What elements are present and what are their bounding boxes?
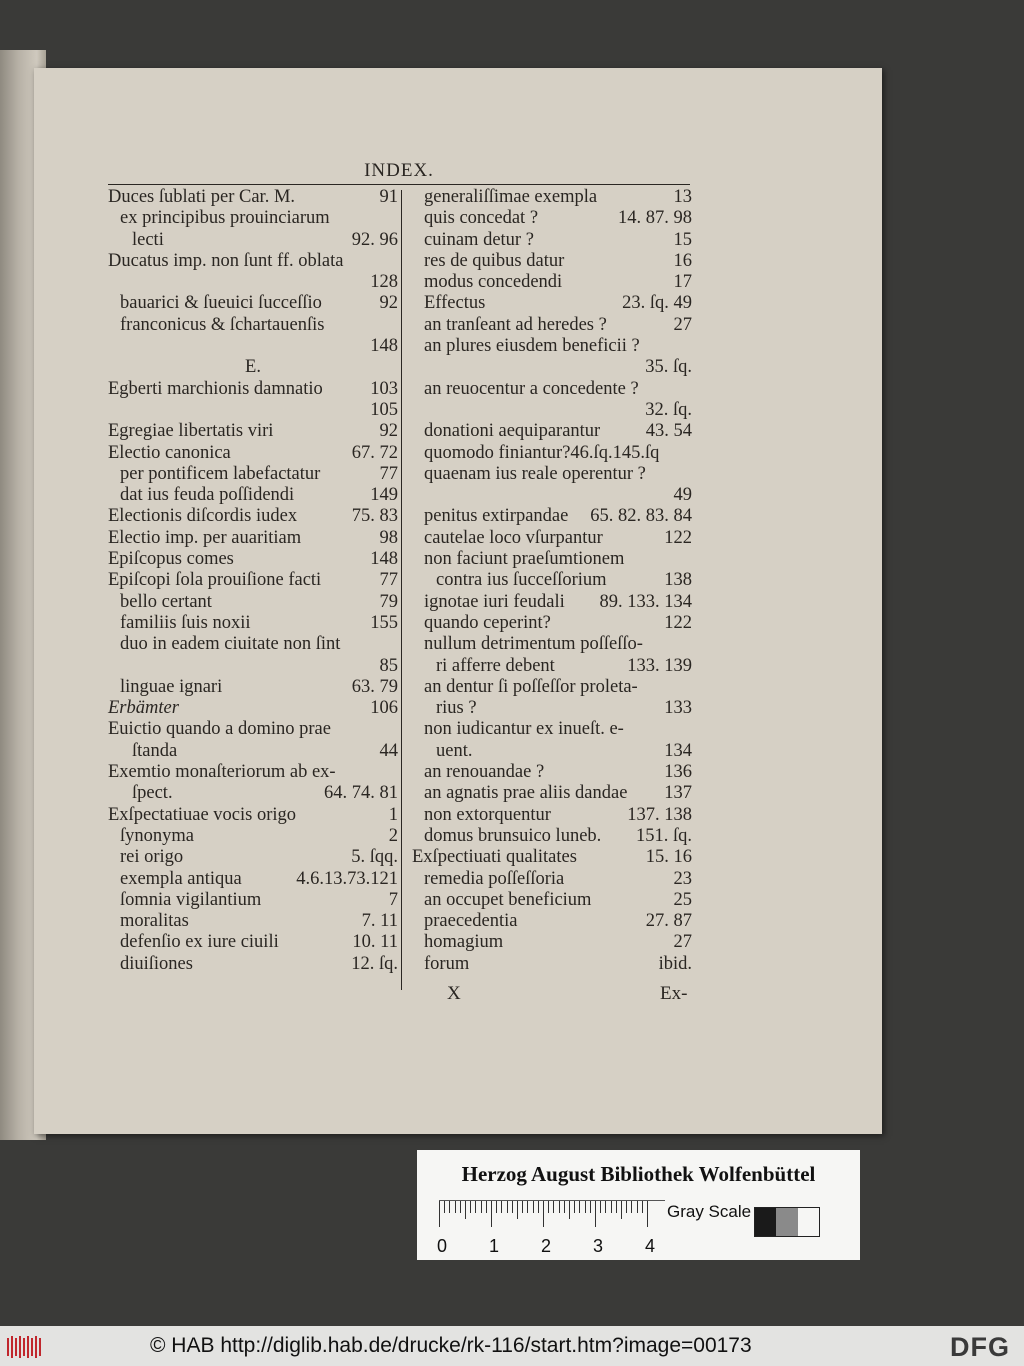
index-entry [412,592,692,613]
entry-page-number: 77 [379,463,398,484]
entry-term: bauarici & ſueuici ſucceſſio [120,293,322,314]
gray-swatch [798,1208,819,1236]
entry-page-number: 23 [673,868,692,889]
index-entry [108,293,398,314]
ruler-tick [548,1201,549,1213]
entry-term: Epiſcopi ſola prouiſione facti [108,570,322,591]
ruler-tick [590,1201,591,1213]
entry-term: quis concedat ? [424,208,539,229]
ruler-tick [522,1201,523,1213]
index-entry [412,911,692,932]
entry-page-number: 92 [379,293,398,314]
ruler-tick [595,1201,596,1227]
entry-term: quomodo finiantur?46.ſq.145.ſq [424,442,660,463]
index-entry [108,336,398,357]
ruler-tick [517,1201,518,1219]
ruler-tick [455,1201,456,1213]
entry-page-number: 12. ſq. [351,953,398,974]
entry-term: Exſpectatiuae vocis origo [108,804,297,825]
index-entry [108,421,398,442]
ruler-tick [460,1201,461,1213]
ruler-tick [579,1201,580,1213]
entry-term: Effectus [424,293,486,314]
index-entry [412,208,692,229]
index-entry [412,400,692,421]
ruler-tick [553,1201,554,1213]
entry-term: Exemtio monaſteriorum ab ex- [108,762,336,783]
index-entry [412,698,692,719]
entry-page-number: 32. ſq. [645,399,692,420]
entry-term: bello certant [120,591,212,612]
index-entry [412,634,692,655]
index-entry [412,357,692,378]
entry-page-number: 5. ſqq. [351,847,398,868]
entry-term: Erbämter [108,698,179,719]
index-entry [108,826,398,847]
entry-page-number: 2 [388,825,398,846]
ruler-tick [585,1201,586,1213]
entry-page-number: 14. 87. 98 [618,208,692,229]
entry-page-number: 16 [673,250,692,271]
ruler-tick [538,1201,539,1213]
index-entry [108,379,398,400]
entry-term: forum [424,953,470,974]
index-entry [412,719,692,740]
entry-term: remedia poſſeſſoria [424,868,565,889]
index-column-right [412,187,692,975]
index-entry [412,187,692,208]
index-entry [412,783,692,804]
index-entry [108,506,398,527]
entry-term: Egregiae libertatis viri [108,421,274,442]
library-name: Herzog August Bibliothek Wolfenbüttel [461,1162,816,1186]
catchword: Ex- [660,983,688,1004]
footer-bar [0,1326,1024,1366]
index-entry [412,805,692,826]
ruler-tick [631,1201,632,1213]
ruler-tick [439,1201,440,1227]
entry-page-number: 105 [370,399,398,420]
entry-term: ri afferre debent [436,655,555,676]
entry-term: contra ius ſucceſſorium [436,570,607,591]
index-entry [108,911,398,932]
index-entry [108,187,398,208]
entry-page-number: 133 [664,698,692,719]
ruler-tick [642,1201,643,1213]
index-entry [108,251,398,272]
ruler-tick [621,1201,622,1219]
header-rule [108,184,690,185]
entry-term: Epiſcopus comes [108,549,234,570]
ruler-tick [444,1201,445,1213]
entry-term: moralitas [120,911,189,932]
entry-page-number: 134 [664,740,692,761]
entry-page-number: 103 [370,378,398,399]
entry-term: an reuocentur a concedente ? [424,378,639,399]
ruler-tick [611,1201,612,1213]
entry-page-number: 128 [370,272,398,293]
entry-term: generaliſſimae exempla [424,187,598,207]
index-entry [108,549,398,570]
index-entry [412,251,692,272]
entry-term: non faciunt praeſumtionem [424,549,625,570]
index-entry [108,570,398,591]
entry-term: uent. [436,740,473,761]
entry-page-number: 7. 11 [361,911,398,932]
ruler-tick [559,1201,560,1213]
ruler-tick [533,1201,534,1213]
index-entry [412,549,692,570]
gray-scale-swatches [754,1207,820,1237]
index-entry [108,741,398,762]
index-entry [412,847,692,868]
index-entry [412,656,692,677]
index-entry [412,464,692,485]
entry-term: quaenam ius reale operentur ? [424,463,646,484]
ruler-tick [470,1201,471,1213]
entry-term: an tranſeant ad heredes ? [424,314,607,335]
index-entry [412,826,692,847]
index-entry [412,315,692,336]
index-entry [108,932,398,953]
ruler-tick [486,1201,487,1213]
entry-page-number: 15. 16 [645,847,692,868]
entry-term: ſomnia vigilantium [120,889,262,910]
index-entry [108,485,398,506]
entry-page-number: 10. 11 [352,932,398,953]
entry-term: donationi aequiparantur [424,421,601,442]
index-entry [108,698,398,719]
index-entry [108,954,398,975]
entry-term: modus concedendi [424,272,563,293]
entry-term: linguae ignari [120,676,223,697]
ruler-tick [507,1201,508,1213]
entry-page-number: 4.6.13.73.121 [296,868,398,889]
index-entry [412,954,692,975]
ruler-tick [569,1201,570,1219]
index-entry [412,336,692,357]
entry-term: ex principibus prouinciarum [120,208,330,229]
entry-page-number: 17 [673,272,692,293]
entry-page-number: 75. 83 [351,506,398,527]
entry-term: cuinam detur ? [424,229,534,250]
entry-page-number: 149 [370,485,398,506]
scale-ruler [439,1200,665,1229]
scale-digit-4: 4 [645,1236,656,1256]
scale-digit-3: 3 [593,1236,604,1256]
scale-digit-1: 1 [489,1236,500,1256]
entry-page-number: 65. 82. 83. 84 [590,506,692,527]
entry-page-number: 63. 79 [351,676,398,697]
entry-page-number: 98 [379,527,398,548]
index-entry [412,485,692,506]
entry-page-number: 15 [673,229,692,250]
entry-term: ſynonyma [120,825,194,846]
index-entry [412,443,692,464]
entry-page-number: 13 [673,187,692,207]
entry-page-number: 25 [673,889,692,910]
entry-page-number: 49 [673,485,692,506]
index-entry [108,400,398,421]
ruler-tick [637,1201,638,1213]
entry-term: Egberti marchionis damnatio [108,378,323,399]
entry-page-number: 35. ſq. [645,357,692,378]
entry-term: quando ceperint? [424,612,551,633]
ruler-tick [449,1201,450,1213]
index-entry [412,528,692,549]
entry-page-number: 137 [664,783,692,804]
index-entry [108,890,398,911]
entry-term: domus brunsuico luneb. [424,825,602,846]
entry-page-number: 151. ſq. [635,825,692,846]
index-entry [412,762,692,783]
entry-term: cautelae loco vſurpantur [424,527,603,548]
index-entry [108,315,398,336]
entry-page-number: 27. 87 [645,911,692,932]
ruler-tick [465,1201,466,1219]
entry-term: duo in eadem ciuitate non ſint [120,634,341,655]
entry-page-number: 92 [379,421,398,442]
ruler-tick [600,1201,601,1213]
entry-page-number: 155 [370,612,398,633]
entry-page-number: 92. 96 [351,229,398,250]
entry-term: an plures eiusdem beneficii ? [424,336,640,357]
index-entry [108,272,398,293]
entry-page-number: 85 [379,655,398,676]
entry-term: dat ius feuda poſſidendi [120,485,295,506]
ruler-tick [496,1201,497,1213]
ruler-tick [543,1201,544,1227]
entry-page-number: 91 [379,187,398,207]
page-title: INDEX. [364,160,434,181]
entry-term: non extorquentur [424,804,551,825]
index-entry [108,634,398,655]
ruler-tick [527,1201,528,1213]
index-entry [108,805,398,826]
index-entry [412,890,692,911]
ruler-tick [574,1201,575,1213]
entry-term: an renouandae ? [424,762,545,783]
entry-page-number: 1 [388,804,398,825]
entry-term: franconicus & ſchartauenſis [120,314,325,335]
ruler-tick [605,1201,606,1213]
index-entry [108,208,398,229]
scale-digit-0: 0 [437,1236,448,1256]
entry-term: an dentur ſi poſſeſſor proleta- [424,676,638,697]
index-entry [108,528,398,549]
entry-term: rius ? [436,698,477,719]
entry-term: per pontificem labefactatur [120,463,321,484]
hab-logo-icon [6,1334,44,1360]
entry-term: homagium [424,932,504,953]
dfg-logo: DFG [950,1332,1010,1362]
index-entry [108,847,398,868]
index-entry [412,741,692,762]
index-entry [108,230,398,251]
index-entry [412,421,692,442]
entry-page-number: 79 [379,591,398,612]
index-entry [412,869,692,890]
index-entry [108,592,398,613]
index-entry [108,762,398,783]
entry-term: an agnatis prae aliis dandae [424,783,628,804]
entry-term: Duces ſublati per Car. M. [108,187,296,207]
entry-page-number: 138 [664,570,692,591]
entry-page-number: 89. 133. 134 [599,591,692,612]
entry-page-number: 122 [664,612,692,633]
index-entry [412,379,692,400]
entry-term: Electionis diſcordis iudex [108,506,298,527]
entry-term: non iudicantur ex inueſt. e- [424,719,624,740]
index-entry [108,783,398,804]
entry-term: Euictio quando a domino prae [108,719,331,740]
entry-term: nullum detrimentum poſſeſſo- [424,634,643,655]
index-entry [108,869,398,890]
index-column-left [108,187,398,975]
ruler-tick [491,1201,492,1227]
copyright-link[interactable]: © HAB http://diglib.hab.de/drucke/rk-116/start.htm?image=00173 [150,1334,752,1357]
ruler-tick [616,1201,617,1213]
entry-page-number: 148 [370,336,398,357]
ruler-tick [475,1201,476,1213]
scale-digit-2: 2 [541,1236,552,1256]
index-entry [412,613,692,634]
index-entry [412,506,692,527]
ruler-tick [481,1201,482,1213]
column-divider [401,190,402,990]
entry-term: res de quibus datur [424,250,565,271]
index-entry [412,293,692,314]
entry-page-number: 64. 74. 81 [324,783,398,804]
gray-scale-label: Gray Scale [667,1202,752,1221]
entry-page-number: 106 [370,698,398,719]
index-entry [108,464,398,485]
entry-page-number: 136 [664,762,692,783]
ruler-tick [512,1201,513,1213]
index-entry [108,656,398,677]
entry-term: lecti [132,229,164,250]
entry-page-number: 67. 72 [351,442,398,463]
index-entry [108,357,398,378]
index-entry [412,272,692,293]
entry-page-number: 43. 54 [645,421,692,442]
entry-page-number: 23. ſq. 49 [622,293,692,314]
entry-term: familiis ſuis noxii [120,612,251,633]
entry-term: Exſpectiuati qualitates [412,847,577,868]
ruler-tick [647,1201,648,1227]
entry-page-number: 27 [673,314,692,335]
index-entry [412,677,692,698]
entry-page-number: 77 [379,570,398,591]
entry-page-number: 137. 138 [627,804,692,825]
entry-term: Electio canonica [108,442,231,463]
ruler-tick [501,1201,502,1213]
entry-term: diuiſiones [120,953,193,974]
signature-mark: X [447,983,461,1004]
page-header [108,158,690,188]
entry-term: ignotae iuri feudali [424,591,565,612]
entry-term: defenſio ex iure ciuili [120,932,279,953]
index-entry [412,932,692,953]
entry-page-number: ibid. [658,953,692,974]
entry-term: E. [245,357,261,378]
index-entry [108,677,398,698]
entry-page-number: 7 [388,889,398,910]
entry-term: an occupet beneficium [424,889,592,910]
entry-term: ſtanda [132,740,178,761]
gray-swatch [776,1208,797,1236]
index-entry [412,230,692,251]
entry-term: praecedentia [424,911,518,932]
entry-page-number: 133. 139 [627,655,692,676]
index-entry [108,613,398,634]
entry-term: Ducatus imp. non ſunt ff. oblata [108,250,344,271]
entry-term: exempla antiqua [120,868,242,889]
library-color-target [417,1150,860,1260]
entry-page-number: 44 [379,740,398,761]
ruler-tick [626,1201,627,1213]
entry-page-number: 27 [673,932,692,953]
entry-page-number: 148 [370,549,398,570]
ruler-tick [564,1201,565,1213]
index-entry [108,719,398,740]
entry-term: rei origo [120,847,184,868]
gray-swatch [755,1208,776,1236]
index-entry [412,570,692,591]
entry-page-number: 122 [664,527,692,548]
index-entry [108,443,398,464]
entry-term: ſpect. [132,783,173,804]
entry-term: Electio imp. per auaritiam [108,527,302,548]
entry-term: penitus extirpandae [424,506,569,527]
